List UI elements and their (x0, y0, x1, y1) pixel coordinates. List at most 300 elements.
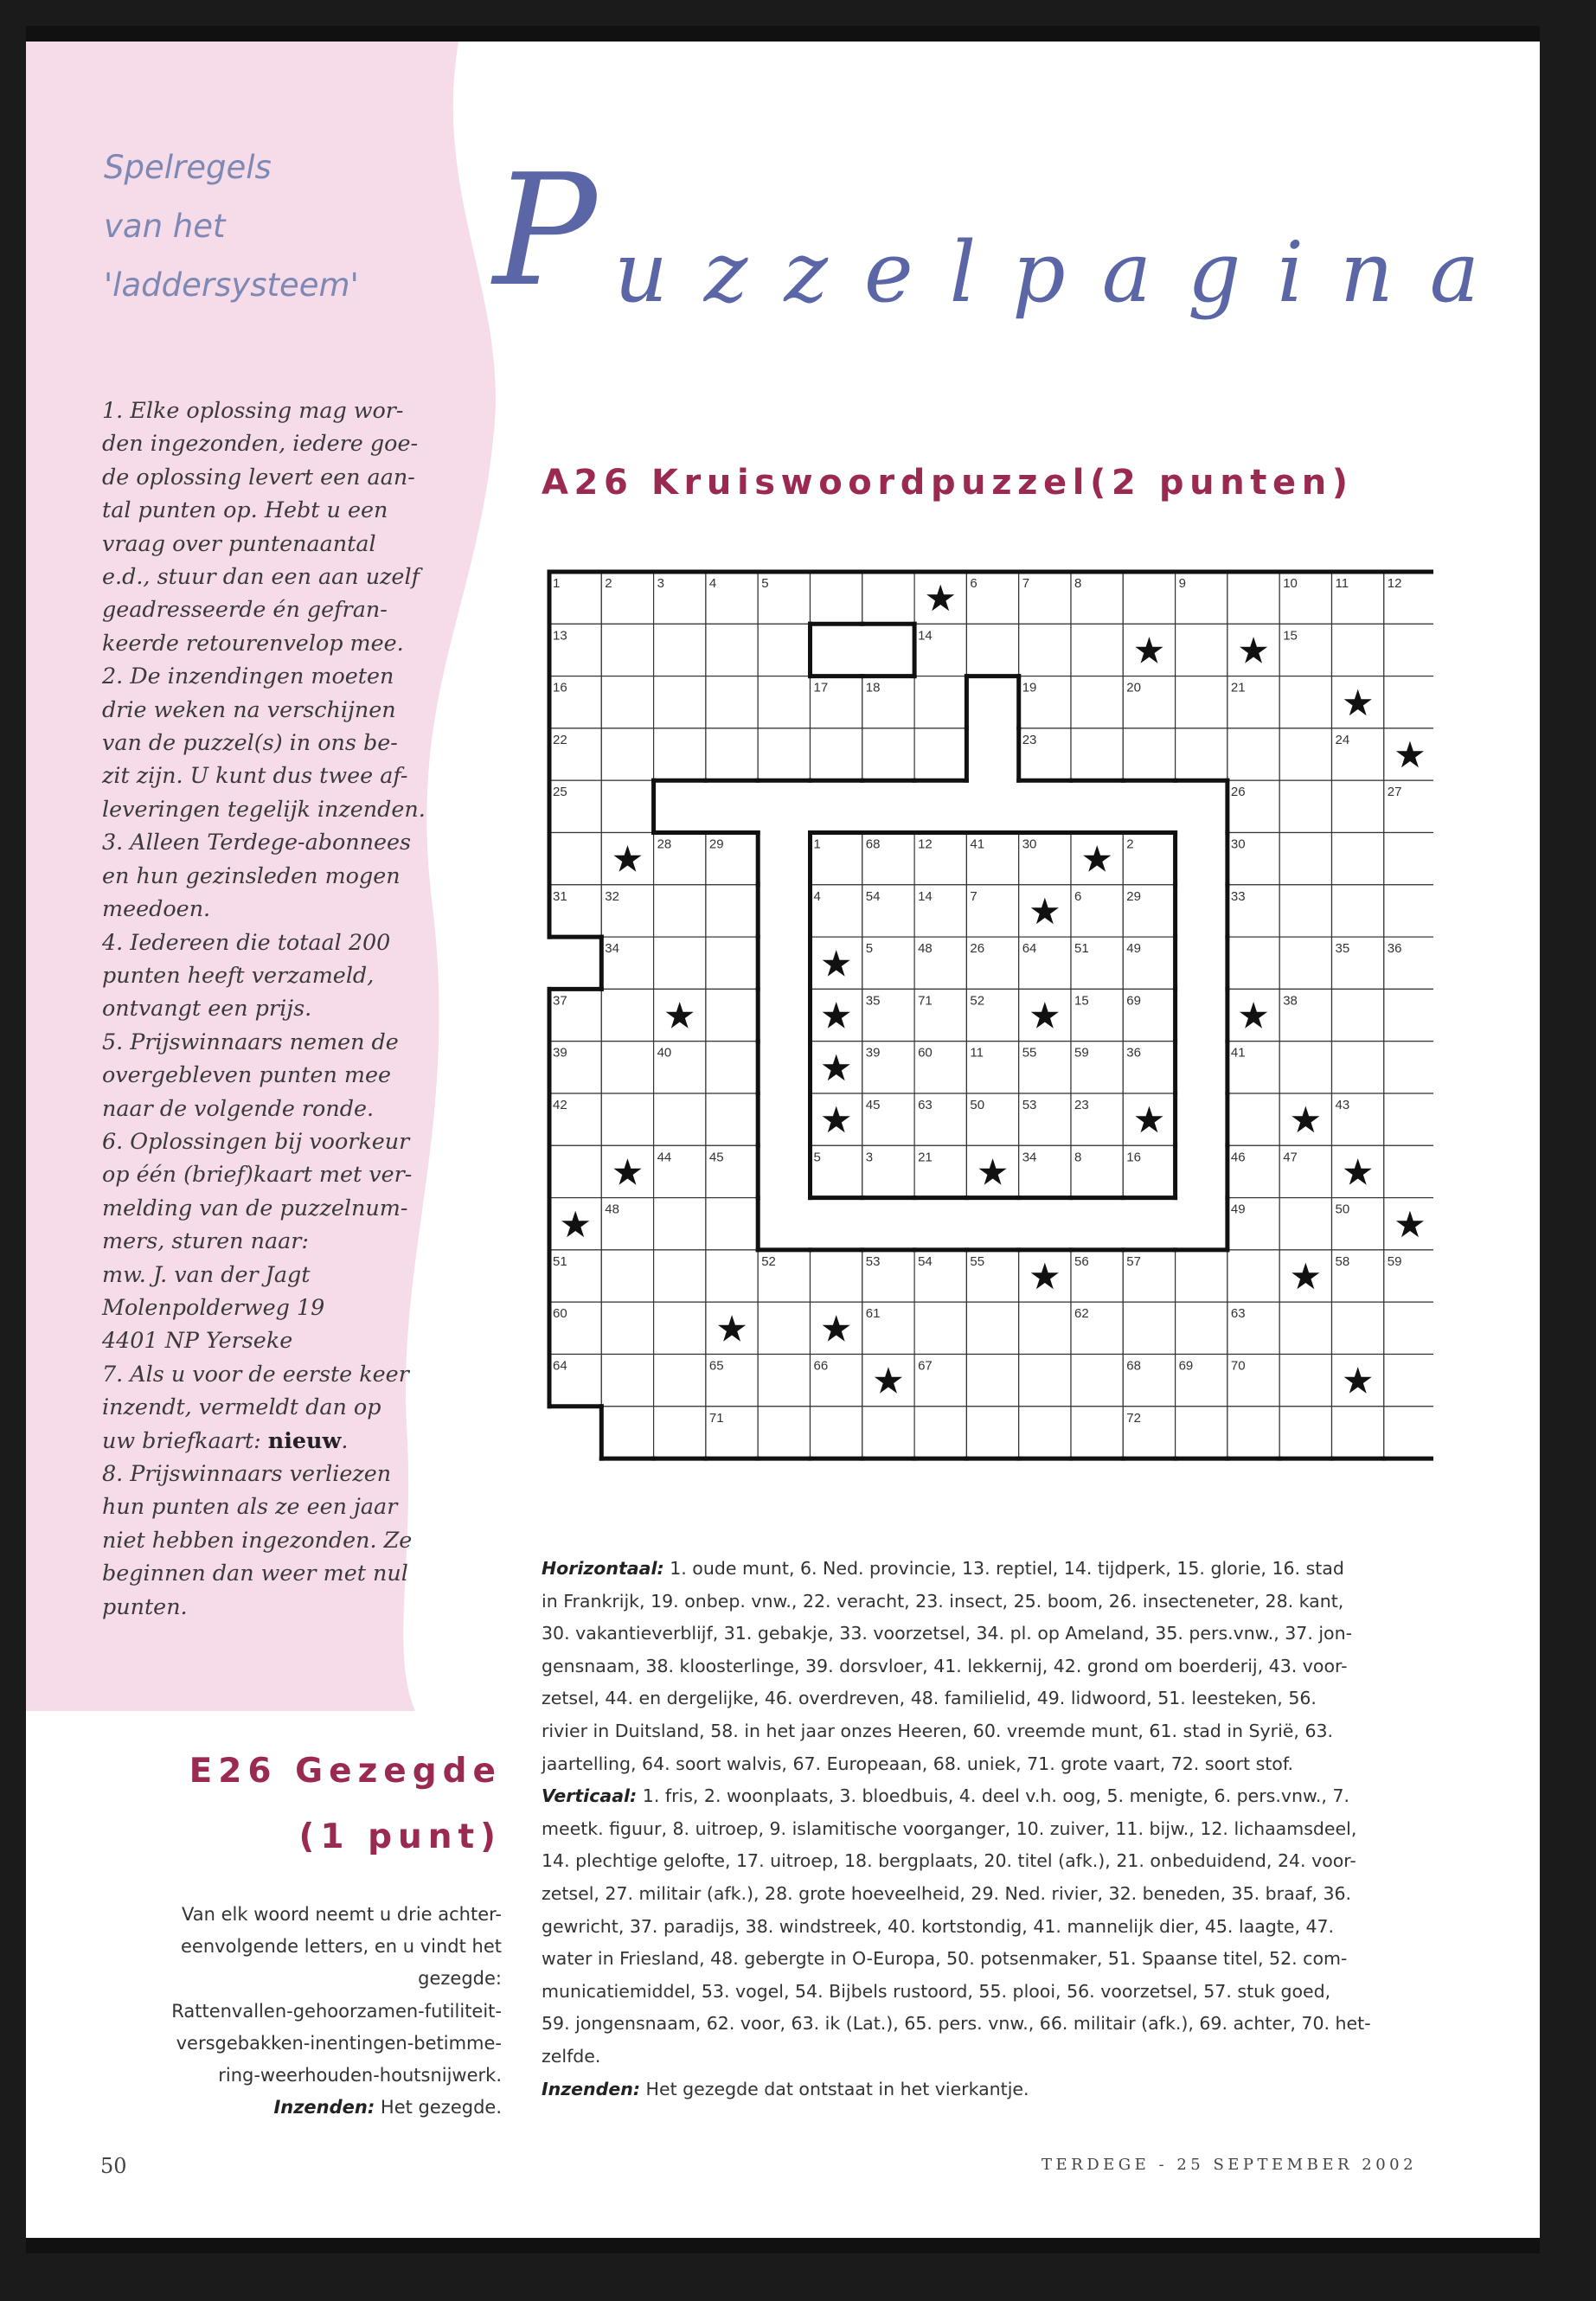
a26-clues (542, 1553, 1467, 2106)
grid-cell[interactable] (654, 1093, 706, 1145)
cell-number: 7 (1022, 576, 1030, 591)
e26-inzenden-label: Inzenden: (273, 2097, 375, 2118)
grid-cell[interactable] (862, 728, 914, 780)
grid-cell[interactable] (1384, 833, 1433, 885)
cell-number: 36 (1126, 1045, 1141, 1061)
rules-line: niet hebben ingezonden. Ze (102, 1526, 413, 1553)
clue-line (542, 1976, 1467, 2009)
grid-cell[interactable] (758, 624, 810, 676)
rules-line: leveringen tegelijk inzenden. (102, 795, 426, 822)
clue-text: zetsel, 27. militair (afk.), 28. grote hoeveelheid, 29. Ned. rivier, 32. beneden, 35. braaf, 36. (542, 1882, 1352, 1904)
grid-cell[interactable] (811, 1407, 862, 1458)
cell-number: 49 (1230, 1202, 1246, 1217)
grid-cell[interactable] (654, 676, 706, 728)
cell-number: 16 (1126, 1150, 1141, 1165)
grid-cell[interactable] (654, 1407, 706, 1458)
grid-cell[interactable] (1279, 833, 1331, 885)
cell-number: 29 (1126, 888, 1141, 904)
grid-cell[interactable] (1176, 676, 1227, 728)
cell-number: 2 (1126, 836, 1134, 852)
star-cell: ★ (1394, 734, 1426, 777)
grid-cell[interactable] (601, 1250, 653, 1302)
crossword-grid (547, 569, 1433, 1469)
grid-cell[interactable] (966, 1302, 1018, 1354)
grid-cell[interactable] (549, 833, 601, 885)
grid-cell[interactable] (1176, 1302, 1227, 1354)
cell-number: 71 (918, 993, 933, 1009)
grid-cell[interactable] (1071, 676, 1123, 728)
rules-line: drie weken na verschijnen (102, 695, 396, 722)
rules-bold-suffix: . (341, 1426, 349, 1453)
cell-number: 68 (1126, 1358, 1141, 1374)
cell-number: 62 (1074, 1306, 1089, 1322)
rules-line: tal punten op. Hebt u een (102, 497, 388, 523)
cell-number: 27 (1387, 785, 1402, 800)
footer-issue: TERDEGE - 25 SEPTEMBER 2002 (1042, 2156, 1418, 2174)
rules-line: 6. Oplossingen bij voorkeur (102, 1127, 410, 1154)
grid-cell[interactable] (601, 780, 653, 832)
cell-number: 30 (1230, 836, 1246, 852)
grid-cell[interactable] (1279, 676, 1331, 728)
clue-line (542, 1943, 1467, 1976)
cell-number: 8 (1074, 576, 1082, 591)
cell-number: 4 (708, 576, 717, 591)
top-border (26, 26, 1540, 42)
grid-cell[interactable] (654, 728, 706, 780)
cell-number: 60 (553, 1306, 567, 1322)
a26-title: A26 Kruiswoordpuzzel(2 punten) (542, 463, 1354, 503)
cell-number: 7 (970, 888, 977, 904)
star-cell: ★ (1080, 837, 1113, 881)
clue-line (542, 1748, 1467, 1781)
grid-cell[interactable] (1279, 780, 1331, 832)
star-cell: ★ (1394, 1202, 1426, 1246)
rules-line: uw briefkaart: nieuw. (102, 1426, 349, 1453)
cell-number: 48 (918, 941, 933, 957)
grid-cell[interactable] (758, 676, 810, 728)
grid-cell[interactable] (601, 989, 653, 1041)
grid-cell[interactable] (549, 1145, 601, 1197)
grid-cell[interactable] (1176, 624, 1227, 676)
rules-line: van de puzzel(s) in ons be- (102, 729, 398, 756)
rules-line: punten. (102, 1593, 188, 1619)
cell-number: 64 (1022, 941, 1037, 957)
cell-number: 17 (813, 680, 829, 695)
rules-text (102, 394, 465, 1623)
grid-cell[interactable] (1279, 885, 1331, 937)
cell-number: 29 (708, 836, 724, 852)
grid-cell[interactable] (654, 624, 706, 676)
grid-cell[interactable] (1279, 1042, 1331, 1093)
grid-cell[interactable] (706, 728, 758, 780)
grid-cell[interactable] (811, 1250, 862, 1302)
rules-line: meedoen. (102, 895, 211, 922)
grid-cell[interactable] (1019, 1355, 1071, 1407)
clue-label: Verticaal: (542, 1785, 638, 1807)
rules-line: mers, sturen naar: (102, 1227, 309, 1254)
grid-cell[interactable] (706, 885, 758, 937)
cell-number: 49 (1126, 941, 1141, 957)
cell-number: 52 (970, 993, 985, 1009)
star-cell: ★ (872, 1359, 905, 1402)
cell-number: 46 (1230, 1150, 1246, 1165)
rules-line: inzendt, vermeldt dan op (102, 1394, 381, 1420)
cell-number: 54 (865, 888, 881, 904)
clue-text: 1. fris, 2. woonplaats, 3. bloedbuis, 4. deel v.h. oog, 5. menigte, 6. pers.vnw., 7. (637, 1785, 1349, 1807)
cell-number: 45 (708, 1150, 724, 1165)
star-cell: ★ (819, 1099, 853, 1142)
grid-cell[interactable] (706, 1198, 758, 1250)
rules-line: Molenpolderweg 19 (102, 1293, 325, 1320)
e26-title (173, 1739, 502, 1870)
clue-line (542, 2008, 1467, 2041)
rules-line: en hun gezinsleden mogen (102, 862, 401, 888)
grid-cell[interactable] (1332, 885, 1384, 937)
e26-line: Rattenvallen-gehoorzamen-futiliteit- (171, 2000, 502, 2022)
grid-cell[interactable] (1384, 885, 1433, 937)
logo-capital: P (493, 154, 597, 320)
rules-line: naar de volgende ronde. (102, 1094, 375, 1121)
grid-cell[interactable] (706, 1042, 758, 1093)
rules-line: melding van de puzzelnum- (102, 1194, 408, 1221)
grid-cell[interactable] (1176, 1250, 1227, 1302)
cell-number: 69 (1178, 1358, 1194, 1374)
grid-cell[interactable] (758, 1302, 810, 1354)
grid-cell[interactable] (1227, 1250, 1279, 1302)
clue-text: 59. jongensnaam, 62. voor, 63. ik (Lat.), 65. pers. vnw., 66. militair (afk.), 69. achter, 70. het- (542, 2013, 1371, 2035)
cell-number: 26 (970, 941, 985, 957)
grid-cell[interactable] (1384, 1145, 1433, 1197)
cell-number: 6 (1074, 888, 1082, 904)
e26-inzenden-text: Het gezegde. (375, 2097, 502, 2118)
clue-line (542, 1813, 1467, 1846)
grid-cell[interactable] (601, 1302, 653, 1354)
grid-cell[interactable] (1019, 624, 1071, 676)
cell-number: 70 (1230, 1358, 1246, 1374)
cell-number: 56 (1074, 1253, 1089, 1269)
grid-cell[interactable] (601, 1093, 653, 1145)
grid-cell[interactable] (811, 572, 862, 624)
grid-cell[interactable] (706, 676, 758, 728)
cell-number: 9 (1178, 576, 1186, 591)
cell-number: 61 (865, 1306, 881, 1322)
cell-number: 4 (813, 888, 821, 904)
magazine-page (26, 26, 1540, 2253)
grid-cell[interactable] (601, 676, 653, 728)
star-cell: ★ (1289, 1255, 1323, 1298)
cell-number: 3 (865, 1150, 874, 1165)
grid-cell[interactable] (1332, 833, 1384, 885)
cell-number: 34 (605, 941, 619, 957)
cell-number: 63 (1230, 1306, 1246, 1322)
clue-text: zelfde. (542, 2045, 601, 2067)
rules-line: e.d., stuur dan een aan uzelf (102, 563, 420, 590)
rules-line: 5. Prijswinnaars nemen de (102, 1028, 399, 1054)
cell-number: 69 (1126, 993, 1141, 1009)
grid-cell[interactable] (1227, 1093, 1279, 1145)
cell-number: 23 (1074, 1098, 1089, 1112)
e26-inzenden-line (112, 2092, 502, 2124)
grid-cell[interactable] (966, 1355, 1018, 1407)
grid-cell[interactable] (601, 1042, 653, 1093)
cell-number: 18 (865, 680, 881, 695)
rules-line: zit zijn. U kunt dus twee af- (102, 762, 408, 789)
grid-cell[interactable] (1384, 1407, 1433, 1458)
grid-cell[interactable] (706, 937, 758, 989)
cell-number: 67 (918, 1358, 933, 1374)
grid-cell[interactable] (1227, 572, 1279, 624)
grid-cell[interactable] (1227, 937, 1279, 989)
grid-cell[interactable] (758, 1355, 810, 1407)
grid-cell[interactable] (811, 728, 862, 780)
star-cell: ★ (1341, 1150, 1375, 1194)
grid-cell[interactable] (1227, 1407, 1279, 1458)
grid-cell[interactable] (1279, 1407, 1331, 1458)
clue-text: 1. oude munt, 6. Ned. provincie, 13. reptiel, 14. tijdperk, 15. glorie, 16. stad (663, 1558, 1344, 1579)
e26-line: Van elk woord neemt u drie achter- (182, 1904, 502, 1925)
clue-text: gensnaam, 38. kloosterlinge, 39. dorsvloer, 41. lekkernij, 42. grond om boerderij, 43. voor- (542, 1655, 1348, 1676)
star-cell: ★ (819, 1046, 853, 1089)
grid-cell[interactable] (758, 728, 810, 780)
grid-cell[interactable] (654, 885, 706, 937)
cell-number: 24 (1335, 732, 1350, 747)
cell-number: 21 (918, 1150, 933, 1165)
cell-number: 65 (708, 1358, 724, 1374)
rules-line: 3. Alleen Terdege-abonnees (102, 829, 412, 856)
cell-number: 20 (1126, 680, 1141, 695)
bottom-border (26, 2238, 1540, 2253)
cell-number: 25 (553, 785, 567, 800)
grid-cell[interactable] (1019, 1302, 1071, 1354)
clue-line (542, 1682, 1467, 1715)
rules-title-line: van het (104, 208, 226, 245)
clue-line (542, 2041, 1467, 2073)
grid-cell[interactable] (1123, 1302, 1175, 1354)
cell-number: 12 (918, 836, 933, 852)
grid-cell[interactable] (1332, 624, 1384, 676)
clue-line (542, 1911, 1467, 1944)
clue-line (542, 1845, 1467, 1878)
cell-number: 52 (761, 1253, 776, 1269)
cell-number: 45 (865, 1098, 881, 1112)
cell-number: 11 (1335, 576, 1349, 591)
cell-number: 5 (761, 576, 769, 591)
cell-number: 51 (553, 1253, 567, 1269)
rules-line: 4401 NP Yerseke (102, 1327, 293, 1354)
grid-cell[interactable] (1227, 728, 1279, 780)
clue-text: 14. plechtige gelofte, 17. uitroep, 18. bergplaats, 20. titel (afk.), 21. onbeduidend, 24. voor- (542, 1850, 1356, 1872)
star-cell: ★ (611, 837, 644, 881)
clue-text: jaartelling, 64. soort walvis, 67. Europeaan, 68. uniek, 71. grote vaart, 72. soort stof. (542, 1753, 1294, 1774)
cell-number: 36 (1387, 941, 1402, 957)
rules-line: overgebleven punten mee (102, 1061, 392, 1088)
cell-number: 35 (865, 993, 881, 1009)
grid-cell[interactable] (1332, 1302, 1384, 1354)
cell-number: 55 (1022, 1045, 1037, 1061)
grid-cell[interactable] (706, 989, 758, 1041)
clue-line (542, 2073, 1467, 2106)
grid-cell[interactable] (654, 937, 706, 989)
cell-number: 37 (553, 993, 567, 1009)
star-cell: ★ (1029, 889, 1061, 933)
grid-cell[interactable] (1332, 780, 1384, 832)
grid-cell[interactable] (654, 1302, 706, 1354)
rules-line: 1. Elke oplossing mag wor- (102, 397, 404, 423)
cell-number: 32 (605, 888, 619, 904)
grid-cell[interactable] (1332, 1407, 1384, 1458)
cell-number: 41 (970, 836, 985, 852)
grid-cell[interactable] (758, 1407, 810, 1458)
rules-line: hun punten als ze een jaar (102, 1493, 398, 1520)
star-cell: ★ (1132, 1099, 1166, 1142)
grid-cell[interactable] (914, 1302, 966, 1354)
star-cell: ★ (1132, 629, 1166, 672)
cell-number: 15 (1074, 993, 1089, 1009)
grid-cell[interactable] (1384, 624, 1433, 676)
grid-cell[interactable] (1019, 1407, 1071, 1458)
clue-text: water in Friesland, 48. gebergte in O-Europa, 50. potsenmaker, 51. Spaanse titel, 52. com- (542, 1948, 1348, 1970)
star-cell: ★ (559, 1202, 592, 1246)
cell-number: 5 (813, 1150, 821, 1165)
grid-cell[interactable] (1279, 1198, 1331, 1250)
cell-number: 11 (970, 1045, 984, 1061)
rules-bold-word: nieuw (267, 1426, 342, 1453)
grid-cell[interactable] (1279, 1355, 1331, 1407)
rules-line: punten heeft verzameld, (102, 961, 375, 988)
star-cell: ★ (1237, 629, 1270, 672)
cell-number: 39 (865, 1045, 881, 1061)
grid-cell[interactable] (1123, 728, 1175, 780)
rules-line: 2. De inzendingen moeten (102, 663, 394, 689)
grid-cell[interactable] (654, 1250, 706, 1302)
star-cell: ★ (1289, 1099, 1323, 1142)
cell-number: 14 (918, 628, 933, 644)
grid-cell[interactable] (601, 1355, 653, 1407)
grid-cell[interactable] (1384, 676, 1433, 728)
cell-number: 71 (708, 1410, 724, 1426)
rules-line: 8. Prijswinnaars verliezen (102, 1460, 392, 1486)
star-cell: ★ (715, 1307, 748, 1350)
grid-cell[interactable] (1123, 572, 1175, 624)
rules-line: ontvangt een prijs. (102, 995, 312, 1022)
grid-cell[interactable] (862, 572, 914, 624)
cell-number: 6 (970, 576, 977, 591)
grid-cell[interactable] (914, 1407, 966, 1458)
cell-number: 13 (553, 628, 567, 644)
grid-cell[interactable] (601, 624, 653, 676)
star-cell: ★ (1341, 1359, 1375, 1402)
clue-text: meetk. figuur, 8. uitroep, 9. islamitische voorganger, 10. zuiver, 11. bijw., 12. lichaamsdeel, (542, 1817, 1357, 1839)
grid-cell[interactable] (1279, 728, 1331, 780)
grid-cell[interactable] (966, 624, 1018, 676)
cell-number: 63 (918, 1098, 933, 1112)
grid-cell[interactable] (1279, 937, 1331, 989)
grid-cell[interactable] (706, 624, 758, 676)
clue-text: gewricht, 37. paradijs, 38. windstreek, 40. kortstondig, 41. mannelijk dier, 45. laagte, 47. (542, 1915, 1335, 1937)
grid-cell[interactable] (1071, 728, 1123, 780)
clue-line (542, 1618, 1467, 1650)
cell-number: 68 (865, 836, 881, 852)
e26-line: versgebakken-inentingen-betimme- (176, 2032, 502, 2054)
star-cell: ★ (1029, 994, 1061, 1037)
grid-cell[interactable] (862, 1407, 914, 1458)
cell-number: 19 (1022, 680, 1037, 695)
grid-cell[interactable] (1384, 1042, 1433, 1093)
cell-number: 1 (813, 836, 821, 852)
cell-number: 41 (1230, 1045, 1246, 1061)
grid-cell[interactable] (601, 1407, 653, 1458)
e26-line: ring-weerhouden-houtsnijwerk. (218, 2065, 502, 2086)
grid-cell[interactable] (706, 1250, 758, 1302)
cell-number: 48 (605, 1202, 619, 1217)
cell-number: 51 (1074, 941, 1089, 957)
star-cell: ★ (1029, 1255, 1061, 1298)
e26-line: eenvolgende letters, en u vindt het (181, 1936, 502, 1958)
star-cell: ★ (819, 994, 853, 1037)
grid-cell[interactable] (1384, 1093, 1433, 1145)
cell-number: 5 (865, 941, 874, 957)
cell-number: 8 (1074, 1150, 1082, 1165)
grid-cell[interactable] (1384, 1355, 1433, 1407)
grid-cell[interactable] (914, 676, 966, 728)
rules-title-line: Spelregels (104, 149, 272, 186)
grid-cell[interactable] (914, 728, 966, 780)
grid-cell[interactable] (1176, 728, 1227, 780)
star-cell: ★ (819, 1307, 853, 1350)
rules-title (104, 138, 359, 315)
cell-number: 58 (1335, 1253, 1350, 1269)
grid-cell[interactable] (654, 1355, 706, 1407)
grid-cell[interactable] (654, 1198, 706, 1250)
grid-cell[interactable] (1071, 624, 1123, 676)
puzzelpagina-logo (484, 154, 1505, 362)
grid-cell[interactable] (601, 728, 653, 780)
cell-number: 50 (970, 1098, 985, 1112)
logo-rest: uzzelpagina (614, 224, 1479, 321)
star-cell: ★ (976, 1150, 1010, 1194)
grid-cell[interactable] (1071, 1355, 1123, 1407)
grid-cell[interactable] (1384, 1302, 1433, 1354)
grid-cell[interactable] (1279, 1302, 1331, 1354)
e26-line: gezegde: (418, 1968, 502, 1990)
cell-number: 34 (1022, 1150, 1037, 1165)
clue-text: rivier in Duitsland, 58. in het jaar onzes Heeren, 60. vreemde munt, 61. stad in Syrië, 63. (542, 1720, 1334, 1741)
cell-number: 39 (553, 1045, 567, 1061)
clue-line (542, 1553, 1467, 1586)
cell-number: 64 (553, 1358, 567, 1374)
rules-line: keerde retourenvelop mee. (102, 629, 404, 656)
grid-cell[interactable] (706, 1093, 758, 1145)
grid-cell[interactable] (1176, 1407, 1227, 1458)
grid-cell[interactable] (1332, 989, 1384, 1041)
clue-line (542, 1715, 1467, 1748)
clue-label: Horizontaal: (542, 1558, 664, 1579)
rules-line: vraag over puntenaantal (102, 529, 376, 556)
cell-number: 53 (1022, 1098, 1037, 1112)
cell-number: 59 (1074, 1045, 1089, 1061)
rules-title-line: 'laddersysteem' (104, 266, 359, 304)
grid-cell[interactable] (1071, 1407, 1123, 1458)
clue-text: zetsel, 44. en dergelijke, 46. overdreven, 48. familielid, 49. lidwoord, 51. leesteken, 56. (542, 1688, 1317, 1709)
rules-line: 7. Als u voor de eerste keer (102, 1360, 409, 1387)
rules-line: den ingezonden, iedere goe- (102, 430, 419, 457)
grid-cell[interactable] (966, 1407, 1018, 1458)
cell-number: 3 (657, 576, 664, 591)
grid-cell[interactable] (1332, 1042, 1384, 1093)
clue-line (542, 1878, 1467, 1911)
grid-cell[interactable] (1384, 989, 1433, 1041)
clue-text: Het gezegde dat ontstaat in het vierkantje. (640, 2078, 1029, 2099)
